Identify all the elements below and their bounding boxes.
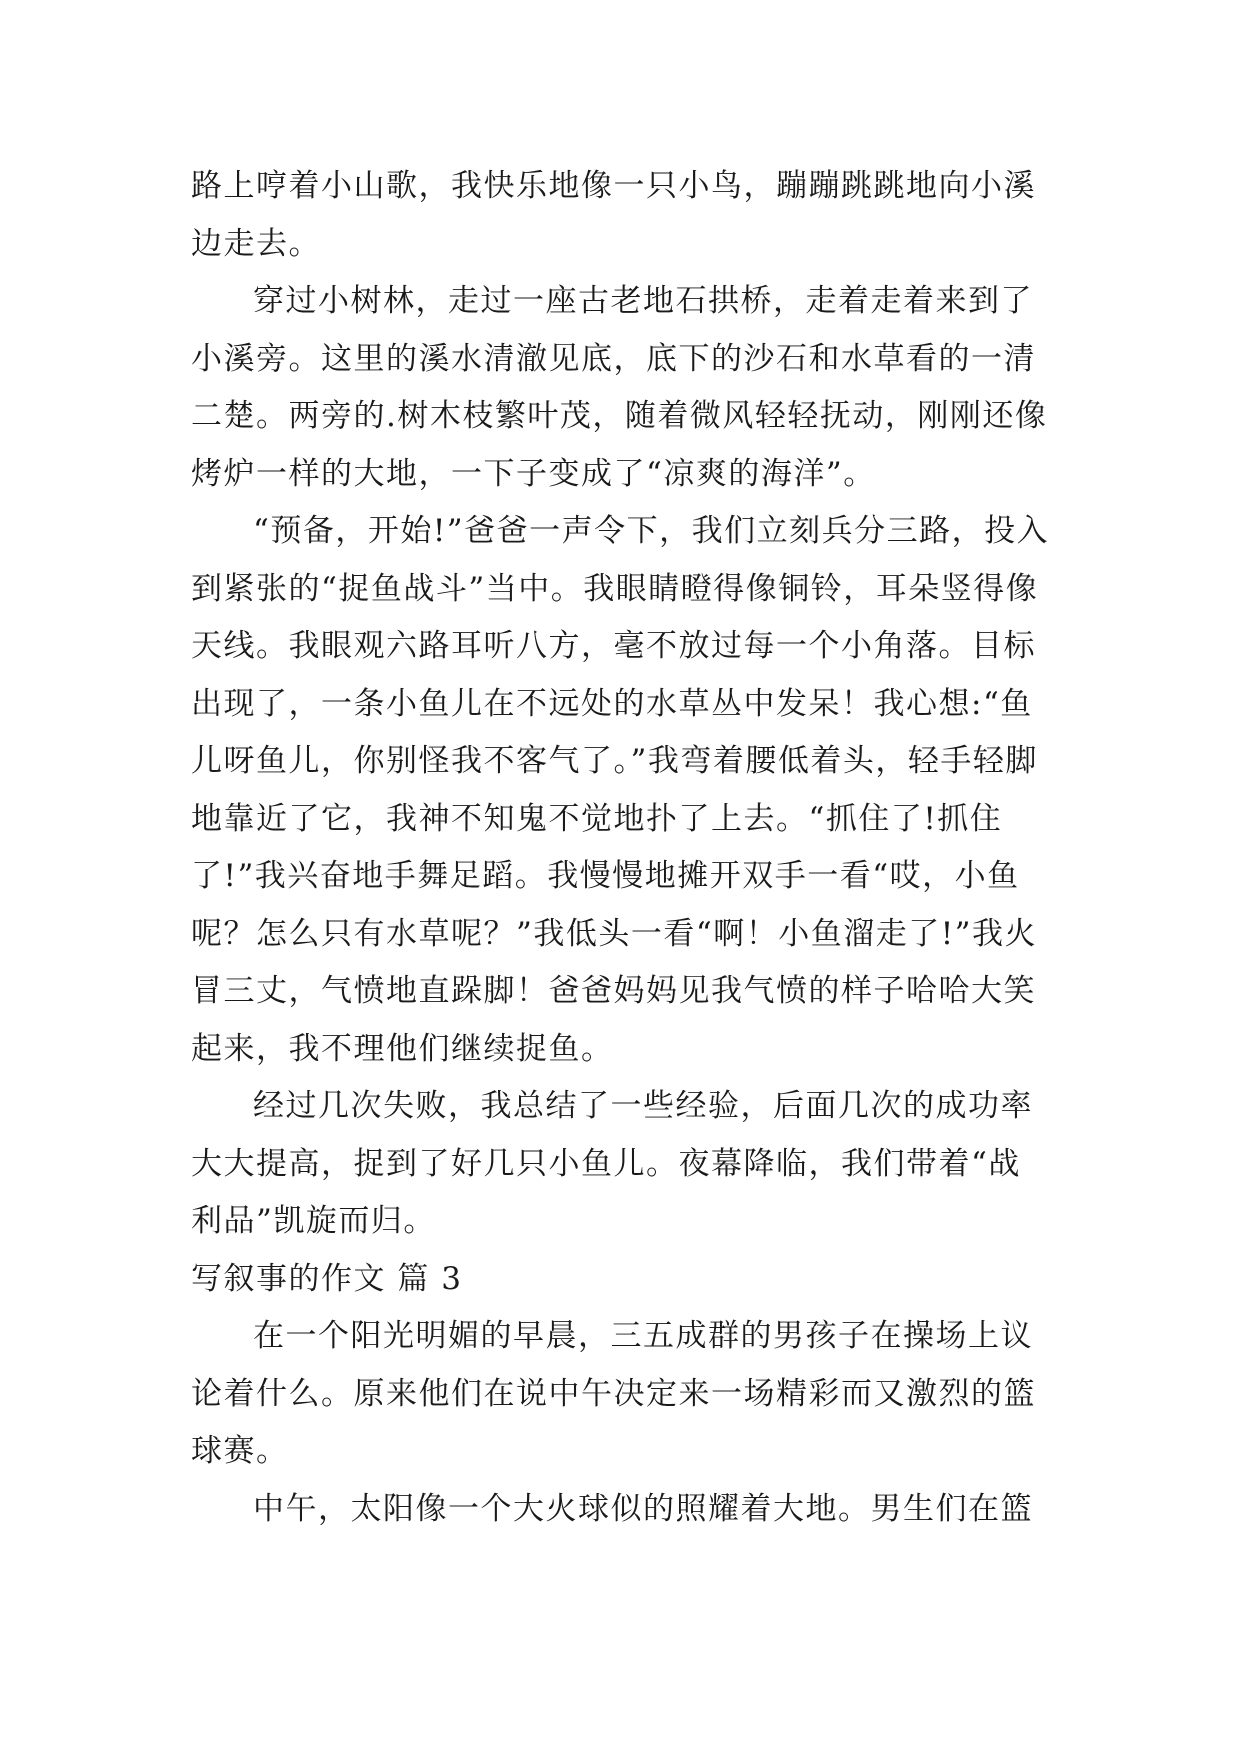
paragraph: 经过几次失败，我总结了一些经验，后面几次的成功率大大提高，捉到了好几只小鱼儿。夜幕降临，我们带着“战利品”凯旋而归。 xyxy=(191,1088,1033,1239)
paragraph: 穿过小树林，走过一座古老地石拱桥，走着走着来到了小溪旁。这里的溪水清澈见底，底下的沙石和水草看的一清二楚。两旁的.树木枝繁叶茂，随着微风轻轻抚动，刚刚还像烤炉一样的大地，一下子变成了“凉爽的海洋”。 xyxy=(191,283,1048,492)
paragraph: 路上哼着小山歌，我快乐地像一只小鸟，蹦蹦跳跳地向小溪边走去。 xyxy=(191,168,1036,262)
section-heading: 写叙事的作文 篇 3 xyxy=(191,1260,463,1297)
body-text xyxy=(191,158,1051,1538)
paragraph: 中午，太阳像一个大火球似的照耀着大地。男生们在篮 xyxy=(253,1490,1033,1527)
paragraph: 在一个阳光明媚的早晨，三五成群的男孩子在操场上议论着什么。原来他们在说中午决定来一场精彩而又激烈的篮球赛。 xyxy=(191,1318,1036,1469)
paragraph: “预备，开始!”爸爸一声令下，我们立刻兵分三路，投入到紧张的“捉鱼战斗”当中。我眼睛瞪得像铜铃，耳朵竖得像天线。我眼观六路耳听八方，毫不放过每一个小角落。目标出现了，一条小鱼儿在不远处的水草丛中发呆！我心想:“鱼儿呀鱼儿，你别怪我不客气了。”我弯着腰低着头，轻手轻脚地靠近了它，我神不知鬼不觉地扑了上去。“抓住了!抓住了!”我兴奋地手舞足蹈。我慢慢地摊开双手一看“哎，小鱼呢？怎么只有水草呢？”我低头一看“啊！小鱼溜走了!”我火冒三丈，气愤地直跺脚！爸爸妈妈见我气愤的样子哈哈大笑起来，我不理他们继续捉鱼。 xyxy=(191,513,1050,1067)
